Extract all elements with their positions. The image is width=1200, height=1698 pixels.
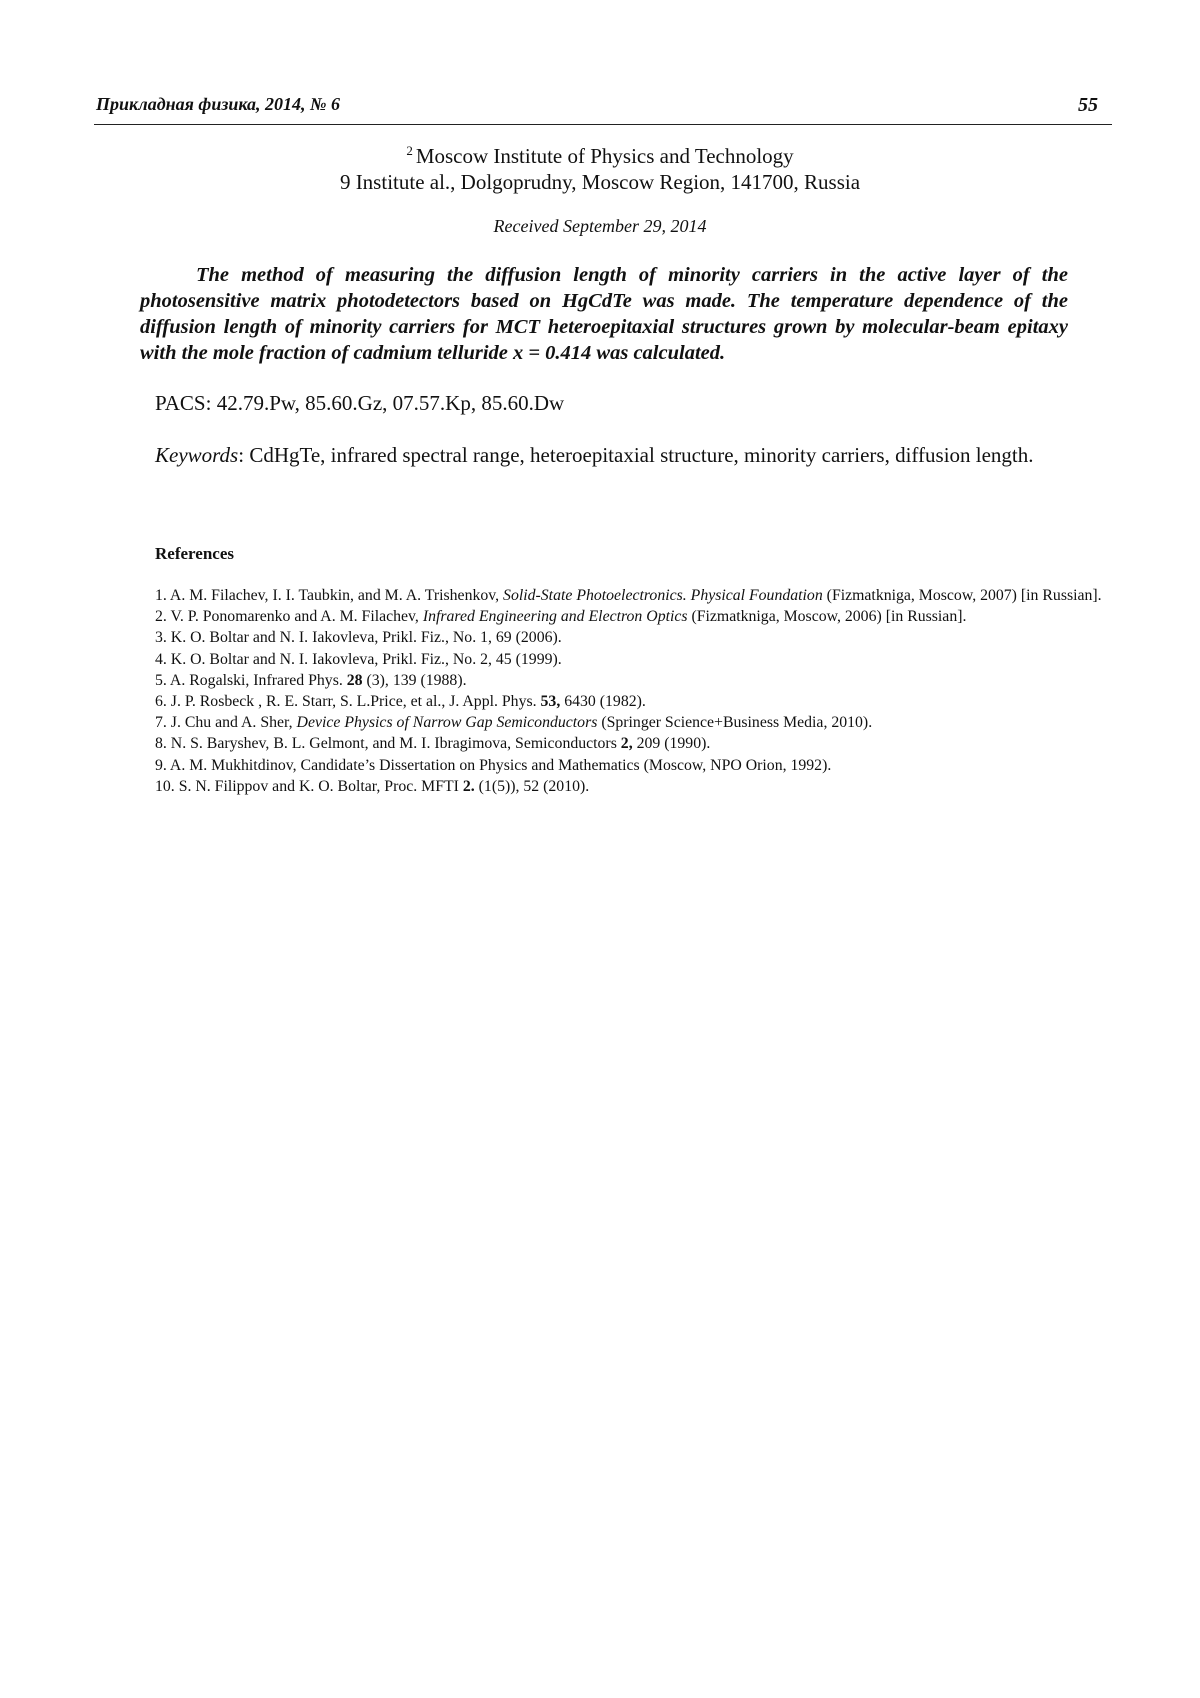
reference-list (155, 585, 1105, 797)
reference-text: (3), 139 (1988). (362, 671, 467, 689)
journal-reference: Прикладная физика, 2014, № 6 (96, 94, 341, 114)
reference-text: 8. N. S. Baryshev, B. L. Gelmont, and M. I. Ibragimova, Semiconductors (155, 735, 621, 753)
reference-text: 6. J. P. Rosbeck , R. E. Starr, S. L.Price, et al., J. Appl. Phys. (155, 693, 541, 711)
reference-item-1 (155, 585, 1105, 606)
reference-text: (1(5)), 52 (2010). (474, 777, 590, 795)
affiliation-institute: Moscow Institute of Physics and Technology (415, 144, 794, 168)
reference-item-4: 4. K. O. Boltar and N. I. Iakovleva, Prikl. Fiz., No. 2, 45 (1999). (155, 650, 562, 668)
references-heading: References (155, 544, 234, 563)
affiliation-superscript: 2 (406, 143, 413, 158)
reference-volume: 2, (620, 735, 633, 753)
affiliation-address: 9 Institute al., Dolgoprudny, Moscow Region, 141700, Russia (339, 170, 861, 194)
reference-item-7 (155, 712, 1105, 733)
reference-item-2 (155, 606, 1105, 627)
reference-text: 1. A. M. Filachev, I. I. Taubkin, and M. A. Trishenkov, (155, 587, 504, 604)
abstract: The method of measuring the diffusion length of minority carriers in the active layer of the photosensitive matrix photodetectors based on HgCdTe was made. The temperature dependence of the diffusion length of minority carriers for MCT heteroepitaxial structures grown by molecular-beam epitaxy with the mole fraction of cadmium telluride x = 0.414 was calculated. (140, 264, 1068, 364)
reference-title: Device Physics of Narrow Gap Semiconductors (296, 714, 598, 732)
reference-text: 10. S. N. Filippov and K. O. Boltar, Proc. MFTI (155, 777, 463, 795)
reference-text: (Springer Science+Business Media, 2010). (597, 714, 873, 732)
reference-volume: 2. (462, 777, 475, 795)
reference-item-10 (155, 776, 1105, 797)
page-number: 55 (1078, 94, 1098, 116)
reference-title: Solid-State Photoelectronics. Physical Foundation (503, 587, 823, 604)
reference-text: (Fizmatkniga, Moscow, 2006) [in Russian]. (687, 608, 967, 626)
keywords-label: Keywords (155, 443, 239, 467)
keywords-text: : CdHgTe, infrared spectral range, heteroepitaxial structure, minority carriers, diffusion length. (238, 443, 1034, 467)
reference-volume: 28 (346, 671, 363, 689)
reference-text: 6430 (1982). (560, 693, 646, 711)
affiliation-institute-line (0, 138, 1200, 169)
reference-volume: 53, (540, 693, 561, 711)
reference-item-3: 3. K. O. Boltar and N. I. Iakovleva, Prikl. Fiz., No. 1, 69 (2006). (155, 629, 562, 647)
reference-item-6 (155, 691, 1105, 712)
reference-item-9: 9. A. M. Mukhitdinov, Candidate’s Dissertation on Physics and Mathematics (Moscow, NPO Orion, 1992). (155, 756, 832, 774)
reference-item-5 (155, 670, 1105, 691)
pacs-codes: PACS: 42.79.Pw, 85.60.Gz, 07.57.Kp, 85.60.Dw (155, 391, 565, 415)
reference-text: (Fizmatkniga, Moscow, 2007) [in Russian]. (822, 587, 1102, 604)
reference-title: Infrared Engineering and Electron Optics (422, 608, 688, 626)
keywords (155, 443, 1034, 468)
reference-text: 209 (1990). (632, 735, 711, 753)
reference-text: 5. A. Rogalski, Infrared Phys. (155, 671, 347, 689)
running-header (94, 92, 1112, 125)
received-date: Received September 29, 2014 (493, 216, 707, 236)
reference-item-8 (155, 733, 1105, 754)
reference-text: 7. J. Chu and A. Sher, (155, 714, 297, 732)
affiliation-block (0, 138, 1200, 195)
reference-text: 2. V. P. Ponomarenko and A. M. Filachev, (155, 608, 423, 626)
